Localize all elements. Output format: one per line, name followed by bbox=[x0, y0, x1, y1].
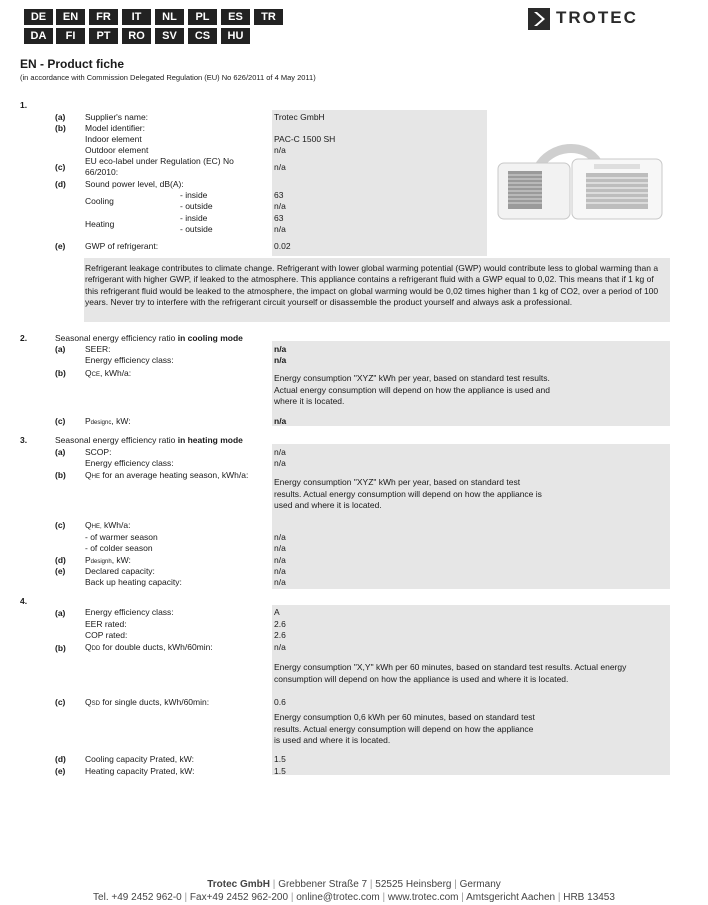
footer-street: Grebbener Straße 7 bbox=[278, 879, 368, 890]
lang-tab-cs[interactable]: CS bbox=[188, 28, 217, 44]
qsd-main: Q bbox=[85, 697, 92, 707]
s1-label-d: (d) bbox=[55, 179, 66, 189]
s3-heading-plain: Seasonal energy efficiency ratio bbox=[55, 435, 178, 445]
lang-tab-sv[interactable]: SV bbox=[155, 28, 184, 44]
footer-court: Amtsgericht Aachen bbox=[466, 892, 556, 903]
sound-label: Sound power level, dB(A): bbox=[85, 179, 184, 189]
qsd-value: 0.6 bbox=[274, 697, 286, 707]
footer-address: Trotec GmbH | Grebbener Straße 7 | 52525 Heinsberg | Germany bbox=[207, 879, 501, 890]
s2-label-c: (c) bbox=[55, 416, 66, 426]
lang-tab-es[interactable]: ES bbox=[221, 9, 250, 25]
sound-cool-outside-value: n/a bbox=[274, 201, 286, 211]
footer-web[interactable]: www.trotec.com bbox=[387, 892, 459, 903]
heat-cap-value: 1.5 bbox=[274, 766, 286, 776]
sound-heat-outside-label: - outside bbox=[180, 224, 213, 234]
sound-cool-outside-label: - outside bbox=[180, 201, 213, 211]
s3-label-a: (a) bbox=[55, 447, 66, 457]
pdesignc-main: P bbox=[85, 416, 91, 426]
lang-tab-fr[interactable]: FR bbox=[89, 9, 118, 25]
section-3-number: 3. bbox=[20, 435, 28, 445]
s1-label-b: (b) bbox=[55, 123, 66, 133]
qhe-main: Q bbox=[85, 470, 92, 480]
lang-tab-en[interactable]: EN bbox=[56, 9, 85, 25]
s3-label-d: (d) bbox=[55, 555, 66, 565]
warm-value: n/a bbox=[274, 532, 286, 542]
s4-value-box bbox=[272, 605, 670, 775]
page-subtitle: (in accordance with Commission Delegated Regulation (EU) No 626/2011 of 4 May 2011) bbox=[20, 73, 316, 82]
seer-value: n/a bbox=[274, 344, 287, 354]
sound-heating-label: Heating bbox=[85, 219, 115, 229]
qsd-rest: for single ducts, kWh/60min: bbox=[99, 697, 210, 707]
cop-value: 2.6 bbox=[274, 630, 286, 640]
section-4-number: 4. bbox=[20, 596, 28, 606]
lang-tab-it[interactable]: IT bbox=[122, 9, 151, 25]
sound-cool-inside-label: - inside bbox=[180, 190, 208, 200]
warm-label: - of warmer season bbox=[85, 532, 158, 542]
s3-class-value: n/a bbox=[274, 458, 286, 468]
gwp-label: GWP of refrigerant: bbox=[85, 241, 159, 251]
eco-label-line1: EU eco-label under Regulation (EC) No bbox=[85, 156, 234, 166]
s4-class-value: A bbox=[274, 607, 280, 617]
pdesignh-sub: designh bbox=[90, 559, 112, 565]
declared-value: n/a bbox=[274, 566, 286, 576]
lang-tab-ro[interactable]: RO bbox=[122, 28, 151, 44]
eco-label-line2: 66/2010: bbox=[85, 167, 119, 177]
s2-heading bbox=[55, 333, 243, 344]
pdesignc-sub: designc bbox=[90, 420, 112, 426]
qdd-text-1: Energy consumption "X,Y" kWh per 60 minutes, based on standard test results. Actual energy bbox=[274, 662, 627, 672]
qhe-text-1: Energy consumption "XYZ" kWh per year, based on standard test bbox=[274, 477, 521, 487]
s3-label-c: (c) bbox=[55, 520, 66, 530]
qdd-label bbox=[85, 642, 213, 655]
indoor-label: Indoor element bbox=[85, 134, 142, 144]
eer-label: EER rated: bbox=[85, 619, 127, 629]
lang-tab-tr[interactable]: TR bbox=[254, 9, 283, 25]
qhe-text-2: results. Actual energy consumption will depend on how the appliance is bbox=[274, 489, 542, 499]
qce-sub: CE bbox=[91, 372, 100, 378]
eer-value: 2.6 bbox=[274, 619, 286, 629]
qce-label bbox=[85, 368, 131, 381]
cool-cap-value: 1.5 bbox=[274, 754, 286, 764]
footer-city: 52525 Heinsberg bbox=[375, 879, 452, 890]
cool-cap-label: Cooling capacity Prated, kW: bbox=[85, 754, 194, 764]
s3-heading bbox=[55, 435, 243, 446]
cop-label: COP rated: bbox=[85, 630, 128, 640]
outdoor-value: n/a bbox=[274, 145, 286, 155]
trotec-logo bbox=[526, 7, 678, 31]
qdd-rest: for double ducts, kWh/60min: bbox=[100, 642, 213, 652]
pdesignc-value: n/a bbox=[274, 416, 287, 426]
footer-fax: Fax+49 2452 962-200 bbox=[189, 892, 289, 903]
lang-tab-da[interactable]: DA bbox=[24, 28, 53, 44]
s4-label-a: (a) bbox=[55, 608, 66, 618]
qsd-text-3: is used and where it is located. bbox=[274, 735, 391, 745]
supplier-label: Supplier's name: bbox=[85, 112, 149, 122]
heat-cap-label: Heating capacity Prated, kW: bbox=[85, 766, 195, 776]
qsd-text-2: results. Actual energy consumption will depend on how the appliance bbox=[274, 724, 534, 734]
declared-label: Declared capacity: bbox=[85, 566, 155, 576]
backup-label: Back up heating capacity: bbox=[85, 577, 182, 587]
lang-tab-pt[interactable]: PT bbox=[89, 28, 118, 44]
footer-email[interactable]: online@trotec.com bbox=[296, 892, 380, 903]
sound-cool-inside-value: 63 bbox=[274, 190, 284, 200]
qdd-sub: DD bbox=[91, 646, 101, 652]
lang-tab-de[interactable]: DE bbox=[24, 9, 53, 25]
qce-text-1: Energy consumption "XYZ" kWh per year, based on standard test results. bbox=[274, 373, 550, 383]
s3-heading-bold: in heating mode bbox=[177, 435, 243, 445]
section-2-number: 2. bbox=[20, 333, 28, 343]
qhe2-rest: kWh/a: bbox=[101, 520, 131, 530]
s1-label-c: (c) bbox=[55, 162, 66, 172]
lang-tab-nl[interactable]: NL bbox=[155, 9, 184, 25]
s2-class-value: n/a bbox=[274, 355, 287, 365]
pdesignc-label bbox=[85, 416, 131, 429]
s2-heading-plain: Seasonal energy efficiency ratio bbox=[55, 333, 178, 343]
s4-class-label: Energy efficiency class: bbox=[85, 607, 174, 617]
qce-rest: , kWh/a: bbox=[99, 368, 132, 378]
lang-tab-hu[interactable]: HU bbox=[221, 28, 250, 44]
outdoor-label: Outdoor element bbox=[85, 145, 149, 155]
qsd-label bbox=[85, 697, 209, 710]
page-title: EN - Product fiche bbox=[20, 57, 125, 71]
s3-class-label: Energy efficiency class: bbox=[85, 458, 174, 468]
s3-value-box bbox=[272, 444, 670, 589]
sound-heat-outside-value: n/a bbox=[274, 224, 286, 234]
s2-class-label: Energy efficiency class: bbox=[85, 355, 174, 365]
footer-contact: Tel. +49 2452 962-0 | Fax+49 2452 962-200 | online@trotec.com | www.trotec.com | Amtsgericht Aachen | HRB 13453 bbox=[93, 892, 615, 903]
lang-tab-pl[interactable]: PL bbox=[188, 9, 217, 25]
product-image bbox=[490, 143, 668, 223]
lang-tab-fi[interactable]: FI bbox=[56, 28, 85, 44]
s3-label-e: (e) bbox=[55, 566, 66, 576]
s4-label-b: (b) bbox=[55, 643, 66, 653]
qhe-rest: for an average heating season, kWh/a: bbox=[99, 470, 249, 480]
qhe-label bbox=[85, 470, 248, 483]
model-label: Model identifier: bbox=[85, 123, 146, 133]
sound-heat-inside-value: 63 bbox=[274, 213, 284, 223]
s4-label-d: (d) bbox=[55, 754, 66, 764]
s1-value-box bbox=[272, 110, 487, 256]
qhe-text-3: used and where it is located. bbox=[274, 500, 382, 510]
s1-label-a: (a) bbox=[55, 112, 66, 122]
footer-tel: Tel. +49 2452 962-0 bbox=[93, 892, 182, 903]
qdd-main: Q bbox=[85, 642, 92, 652]
indoor-value: PAC-C 1500 SH bbox=[274, 134, 336, 144]
eco-value: n/a bbox=[274, 162, 286, 172]
supplier-value: Trotec GmbH bbox=[274, 112, 325, 122]
seer-label: SEER: bbox=[85, 344, 111, 354]
sound-cooling-label: Cooling bbox=[85, 196, 114, 206]
pdesignh-value: n/a bbox=[274, 555, 286, 565]
qce-text-3: where it is located. bbox=[274, 396, 345, 406]
qce-main: Q bbox=[85, 368, 92, 378]
trotec-logo-icon bbox=[528, 8, 550, 30]
s2-label-a: (a) bbox=[55, 344, 66, 354]
qdd-text-2: consumption will depend on how the appliance is used and where it is located. bbox=[274, 674, 569, 684]
s4-label-c: (c) bbox=[55, 697, 66, 707]
qhe2-label bbox=[85, 520, 130, 533]
qsd-sub: SD bbox=[91, 701, 100, 707]
qce-text-2: Actual energy consumption will depend on how the appliance is used and bbox=[274, 385, 550, 395]
qdd-value: n/a bbox=[274, 642, 286, 652]
footer-company: Trotec GmbH bbox=[207, 879, 271, 890]
footer-hrb: HRB 13453 bbox=[563, 892, 615, 903]
qhe2-main: Q bbox=[85, 520, 92, 530]
s2-heading-bold: in cooling mode bbox=[177, 333, 243, 343]
footer-country: Germany bbox=[459, 879, 501, 890]
backup-value: n/a bbox=[274, 577, 286, 587]
refrigerant-note: Refrigerant leakage contributes to climate change. Refrigerant with lower global warming potential (GWP) would contribute less to global warming than a refrigerant with higher GWP, if leaked to the atmosphere. This appliance contains a refrigerant fluid with a GWP equal to 0,02. This means that if 1 kg of this refrigerant fluid would be leaked to the atmosphere, the impact on global warming would be 0,02 times higher than 1 kg of CO2, over a period of 100 years. Never try to interfere with the refrigerant circuit yourself or disassemble the product yourself and always ask a professional. bbox=[85, 263, 659, 307]
qhe-sub: HE bbox=[91, 474, 100, 480]
scop-value: n/a bbox=[274, 447, 286, 457]
pdesignh-rest: , kW: bbox=[111, 555, 131, 565]
s3-label-b: (b) bbox=[55, 470, 66, 480]
pdesignh-main: P bbox=[85, 555, 91, 565]
gwp-value: 0.02 bbox=[274, 241, 291, 251]
cold-label: - of colder season bbox=[85, 543, 153, 553]
cold-value: n/a bbox=[274, 543, 286, 553]
sound-heat-inside-label: - inside bbox=[180, 213, 208, 223]
s2-label-b: (b) bbox=[55, 368, 66, 378]
qsd-text-1: Energy consumption 0,6 kWh per 60 minutes, based on standard test bbox=[274, 712, 535, 722]
s4-label-e: (e) bbox=[55, 766, 66, 776]
section-1-number: 1. bbox=[20, 100, 28, 110]
pdesignc-rest: , kW: bbox=[111, 416, 131, 426]
s1-label-e: (e) bbox=[55, 241, 66, 251]
scop-label: SCOP: bbox=[85, 447, 112, 457]
qhe2-sub: HE, bbox=[91, 524, 102, 530]
brand-name: TROTEC bbox=[556, 8, 638, 27]
